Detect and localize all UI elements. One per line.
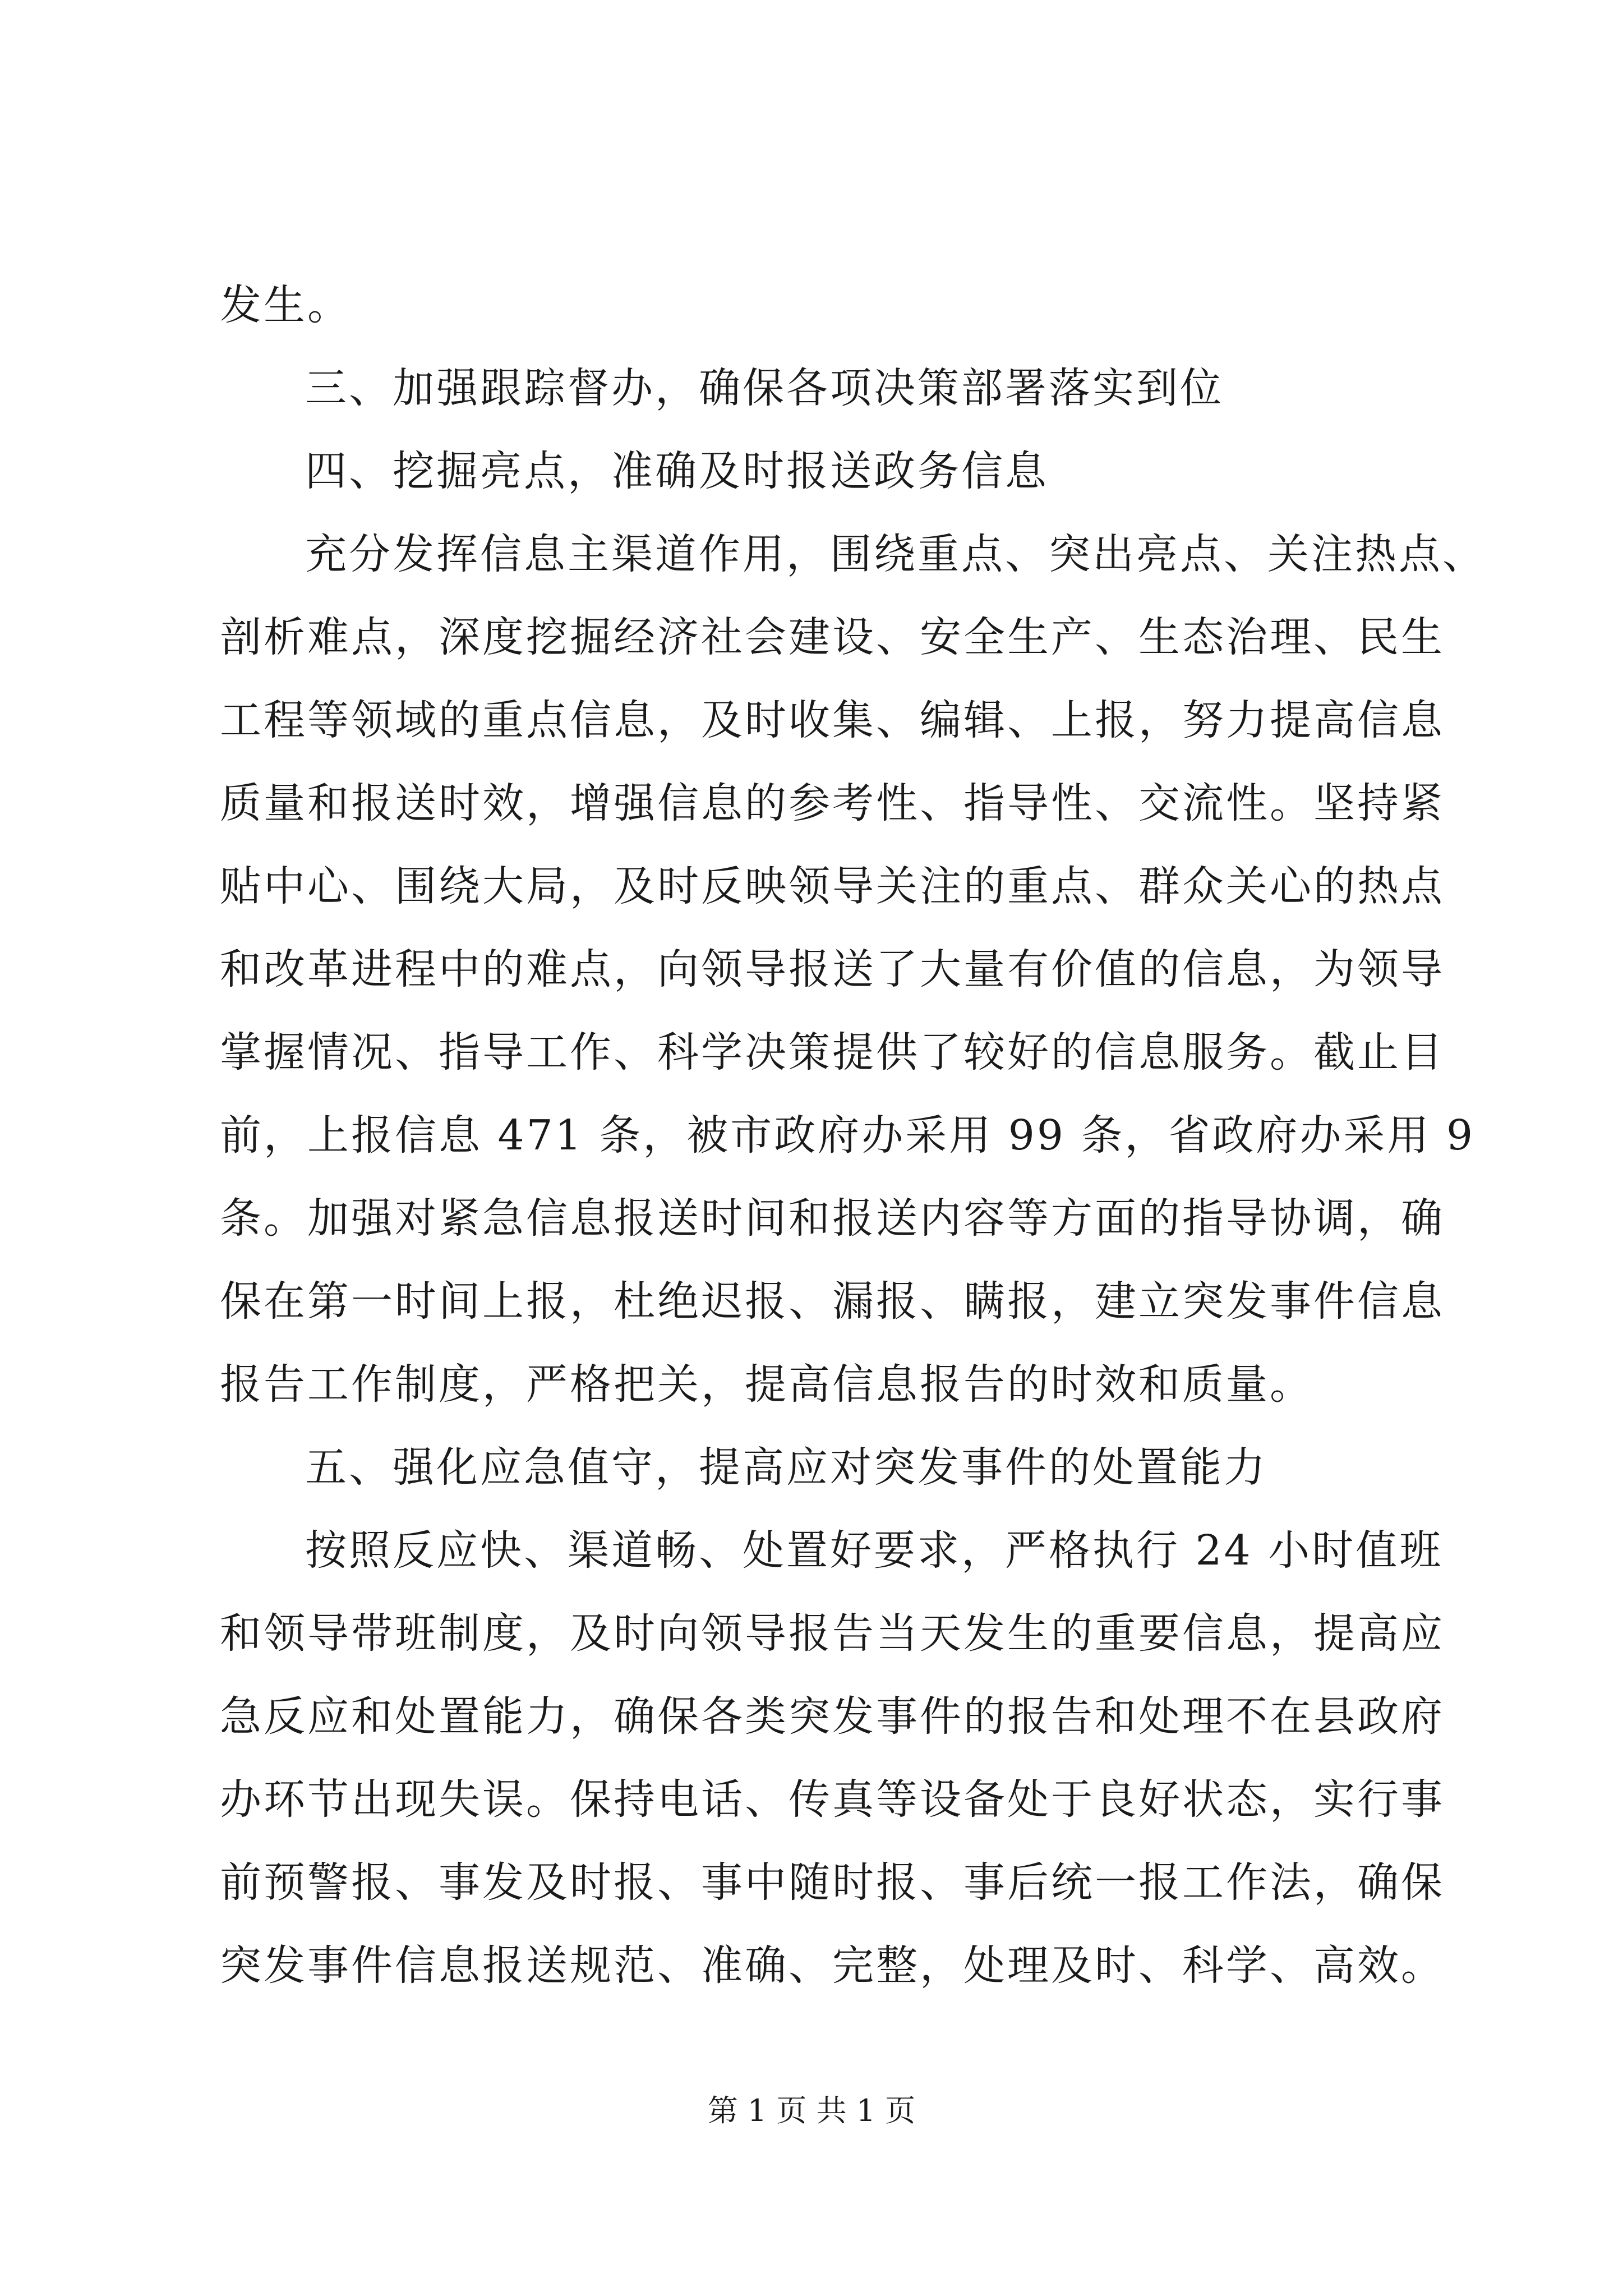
text-line: 充分发挥信息主渠道作用，围绕重点、突出亮点、关注热点、	[305, 530, 1486, 578]
text-line: 急反应和处置能力，确保各类突发事件的报告和处理不在县政府	[220, 1692, 1445, 1741]
text-line: 和领导带班制度，及时向领导报告当天发生的重要信息，提高应	[220, 1609, 1445, 1658]
text-line: 突发事件信息报送规范、准确、完整，处理及时、科学、高效。	[220, 1941, 1445, 1990]
text-line: 三、加强跟踪督办，确保各项决策部署落实到位	[305, 364, 1224, 412]
document-body	[220, 264, 1486, 2007]
text-line: 发生。	[220, 281, 351, 329]
text-line: 掌握情况、指导工作、科学决策提供了较好的信息服务。截止目	[220, 1028, 1445, 1076]
text-line: 前预警报、事发及时报、事中随时报、事后统一报工作法，确保	[220, 1858, 1445, 1907]
text-line: 前，上报信息 471 条，被市政府办采用 99 条，省政府办采用 9	[220, 1111, 1476, 1159]
text-line: 按照反应快、渠道畅、处置好要求，严格执行 24 小时值班	[305, 1526, 1444, 1575]
text-line: 四、挖掘亮点，准确及时报送政务信息	[305, 447, 1049, 495]
text-line: 条。加强对紧急信息报送时间和报送内容等方面的指导协调，确	[220, 1194, 1445, 1243]
text-line: 质量和报送时效，增强信息的参考性、指导性、交流性。坚持紧	[220, 779, 1445, 827]
text-line: 办环节出现失误。保持电话、传真等设备处于良好状态，实行事	[220, 1775, 1445, 1824]
text-line: 保在第一时间上报，杜绝迟报、漏报、瞒报，建立突发事件信息	[220, 1277, 1445, 1326]
text-line: 报告工作制度，严格把关，提高信息报告的时效和质量。	[220, 1360, 1313, 1409]
page-footer: 第 1 页 共 1 页	[707, 2093, 916, 2128]
text-line: 贴中心、围绕大局，及时反映领导关注的重点、群众关心的热点	[220, 862, 1445, 910]
text-line: 工程等领域的重点信息，及时收集、编辑、上报，努力提高信息	[220, 696, 1445, 744]
text-line: 五、强化应急值守，提高应对突发事件的处置能力	[305, 1443, 1267, 1492]
text-line: 和改革进程中的难点，向领导报送了大量有价值的信息，为领导	[220, 945, 1445, 993]
text-line: 剖析难点，深度挖掘经济社会建设、安全生产、生态治理、民生	[220, 613, 1445, 661]
